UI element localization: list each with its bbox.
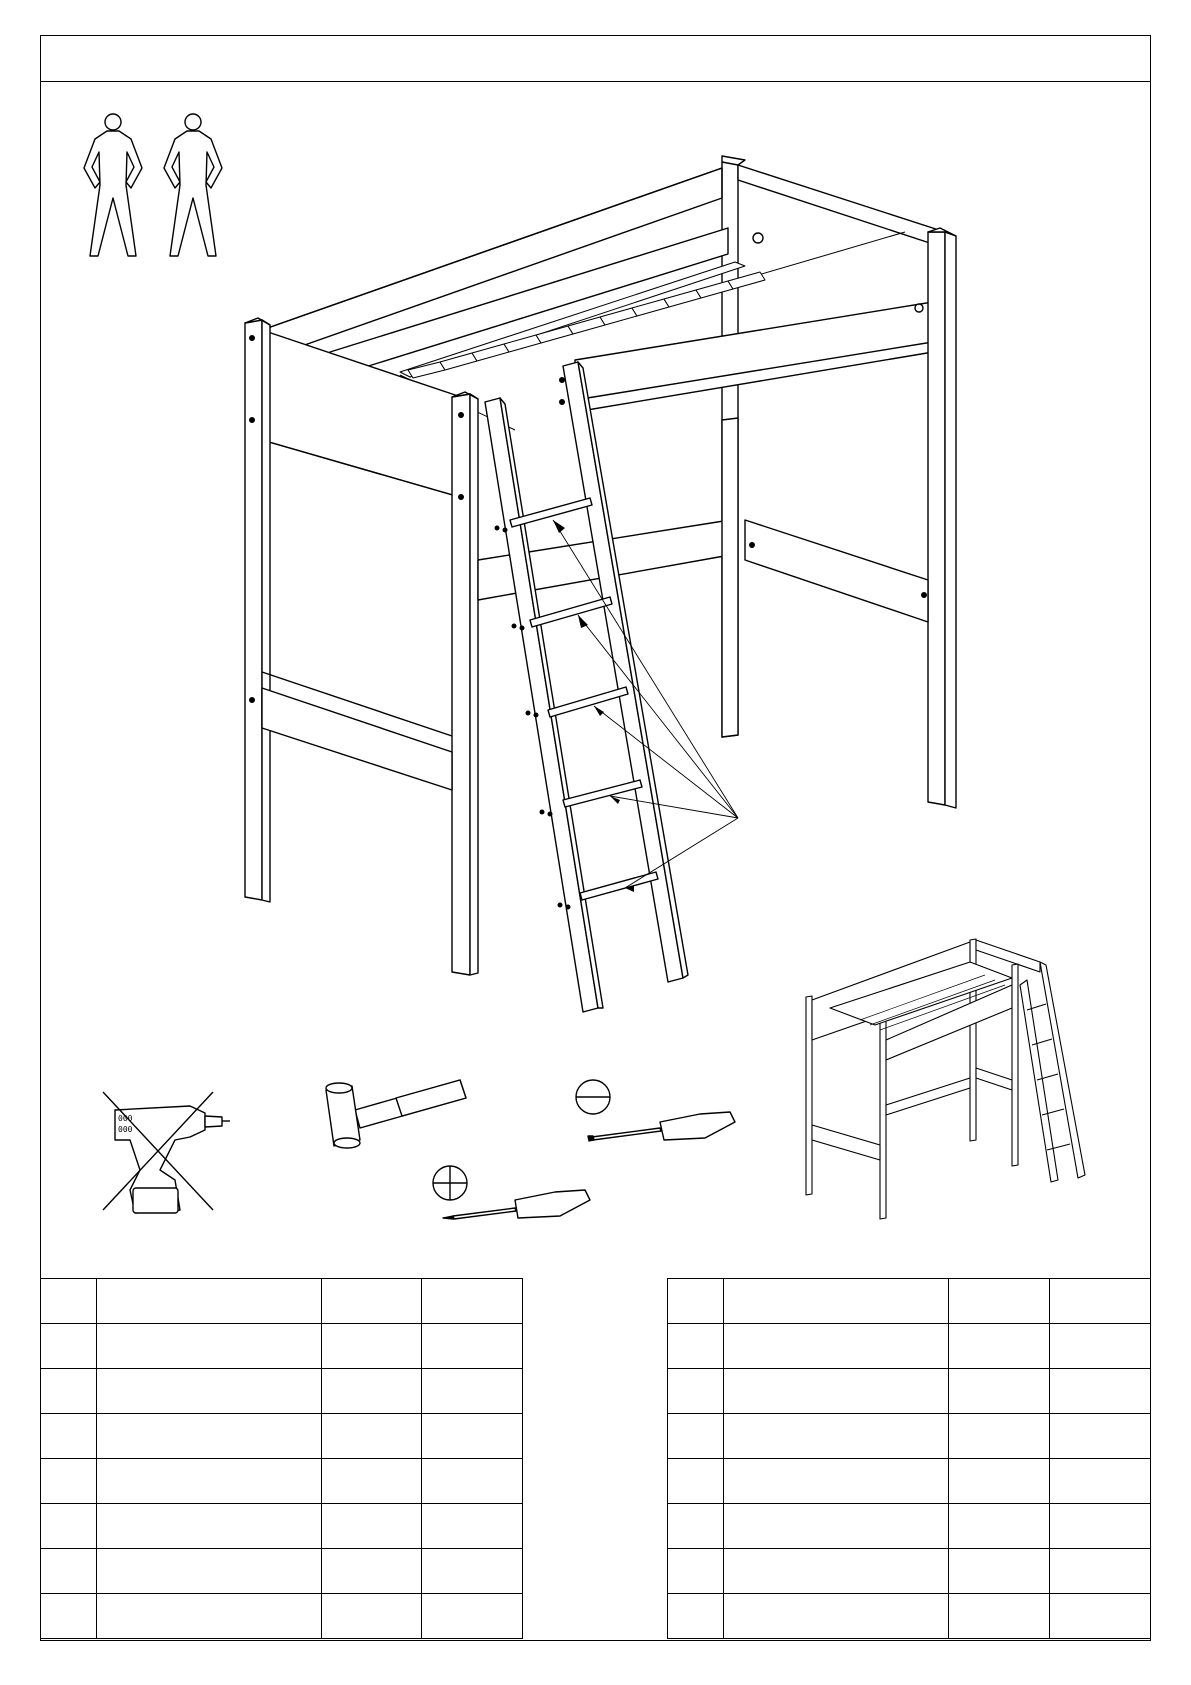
table-cell (422, 1549, 523, 1594)
drill-label-1: 000 (118, 1114, 133, 1123)
table-row (668, 1459, 1151, 1504)
rubber-mallet-icon (326, 1080, 466, 1148)
table-cell (723, 1369, 949, 1414)
table-cell (949, 1594, 1050, 1639)
table-cell (668, 1279, 724, 1324)
table-cell (668, 1459, 724, 1504)
table-cell (1050, 1504, 1151, 1549)
table-row (41, 1594, 523, 1639)
table-cell (422, 1369, 523, 1414)
table-cell (668, 1594, 724, 1639)
table-cell (723, 1324, 949, 1369)
table-cell (422, 1459, 523, 1504)
flat-screwdriver-icon (576, 1080, 735, 1141)
table-cell (723, 1414, 949, 1459)
table-cell (1050, 1549, 1151, 1594)
table-cell (96, 1594, 321, 1639)
assembled-bed-preview (806, 939, 1085, 1219)
table-cell (668, 1504, 724, 1549)
table-cell (41, 1504, 97, 1549)
table-row (41, 1414, 523, 1459)
table-cell (321, 1324, 422, 1369)
table-cell (321, 1414, 422, 1459)
table-cell (96, 1549, 321, 1594)
table-row (668, 1324, 1151, 1369)
table-cell (321, 1279, 422, 1324)
table-cell (668, 1549, 724, 1594)
table-cell (321, 1369, 422, 1414)
table-row (41, 1549, 523, 1594)
drill-label-2: 000 (118, 1125, 133, 1134)
table-row (41, 1459, 523, 1504)
table-cell (949, 1504, 1050, 1549)
table-cell (723, 1549, 949, 1594)
table-cell (723, 1594, 949, 1639)
table-cell (321, 1549, 422, 1594)
table-cell (96, 1279, 321, 1324)
table-cell (422, 1324, 523, 1369)
table-cell (723, 1504, 949, 1549)
table-cell (949, 1459, 1050, 1504)
table-cell (96, 1459, 321, 1504)
table-cell (41, 1594, 97, 1639)
table-cell (41, 1414, 97, 1459)
table-cell (422, 1504, 523, 1549)
table-cell (321, 1504, 422, 1549)
table-cell (96, 1504, 321, 1549)
table-cell (949, 1279, 1050, 1324)
table-cell (321, 1594, 422, 1639)
table-cell (1050, 1459, 1151, 1504)
table-cell (41, 1279, 97, 1324)
table-cell (949, 1369, 1050, 1414)
table-row (668, 1549, 1151, 1594)
table-row (41, 1279, 523, 1324)
table-row (668, 1279, 1151, 1324)
table-row (668, 1504, 1151, 1549)
table-cell (41, 1549, 97, 1594)
table-cell (96, 1414, 321, 1459)
table-row (41, 1324, 523, 1369)
parts-table-right (667, 1278, 1151, 1639)
table-cell (723, 1279, 949, 1324)
table-cell (949, 1324, 1050, 1369)
table-row (668, 1414, 1151, 1459)
table-cell (96, 1369, 321, 1414)
loft-bed-drawing (245, 156, 956, 1012)
table-cell (1050, 1324, 1151, 1369)
table-cell (422, 1414, 523, 1459)
table-cell (668, 1324, 724, 1369)
no-power-drill-icon (103, 1092, 230, 1213)
table-cell (949, 1414, 1050, 1459)
table-cell (422, 1279, 523, 1324)
person-icon (164, 114, 222, 256)
table-cell (1050, 1414, 1151, 1459)
table-cell (723, 1459, 949, 1504)
table-cell (41, 1369, 97, 1414)
table-cell (422, 1594, 523, 1639)
phillips-screwdriver-icon (433, 1166, 590, 1219)
table-cell (96, 1324, 321, 1369)
table-cell (1050, 1369, 1151, 1414)
table-cell (321, 1459, 422, 1504)
table-cell (949, 1549, 1050, 1594)
table-cell (1050, 1279, 1151, 1324)
table-row (668, 1594, 1151, 1639)
table-cell (668, 1414, 724, 1459)
table-cell (668, 1369, 724, 1414)
person-icon (84, 114, 142, 256)
parts-table-left (40, 1278, 523, 1639)
table-row (41, 1369, 523, 1414)
table-cell (1050, 1594, 1151, 1639)
table-row (668, 1369, 1151, 1414)
table-row (41, 1504, 523, 1549)
table-cell (41, 1324, 97, 1369)
table-cell (41, 1459, 97, 1504)
